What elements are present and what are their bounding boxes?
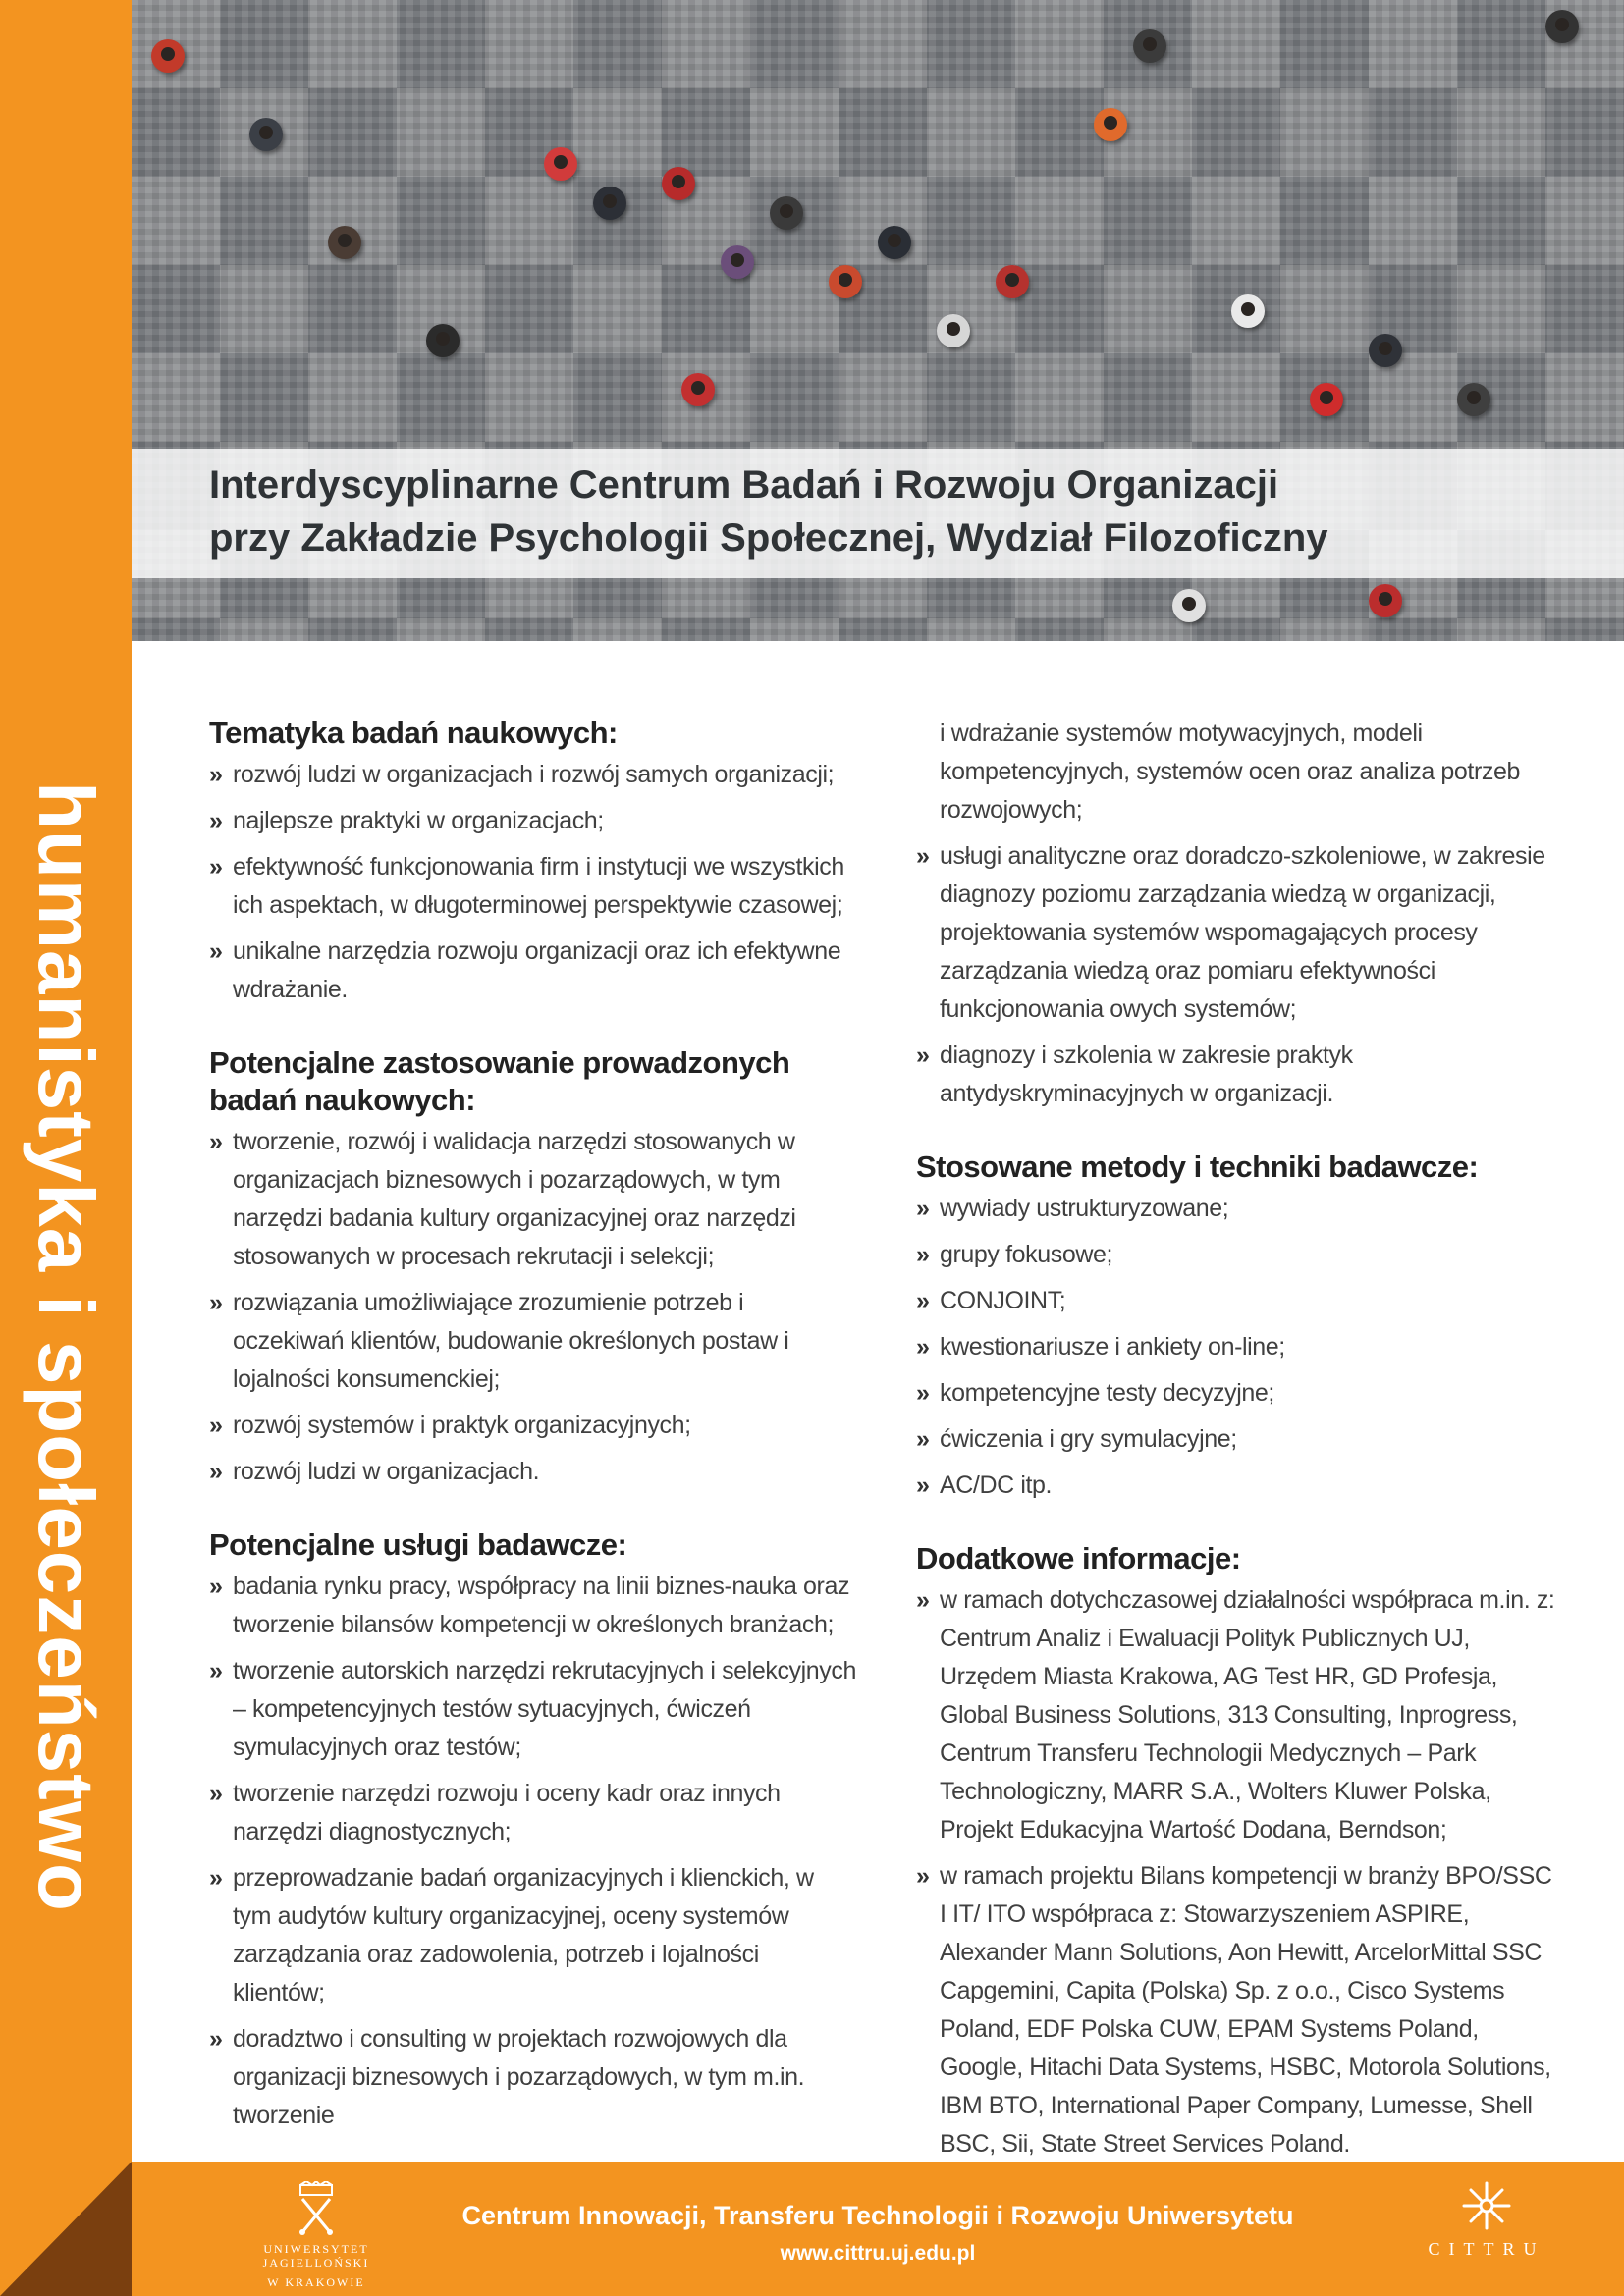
list-item: » AC/DC itp. <box>916 1467 1564 1505</box>
crowd-figure <box>1457 383 1490 416</box>
university-logo-subtext: W KRAKOWIE <box>267 2275 365 2289</box>
content-column-right <box>916 715 1564 2199</box>
crowd-figure <box>151 39 185 73</box>
section-heading: Stosowane metody i techniki badawcze: <box>916 1149 1479 1184</box>
crowd-figure <box>1231 294 1265 328</box>
list-item: » badania rynku pracy, współpracy na linii biznes-nauka oraz tworzenie bilansów kompetencji w określonych branżach; <box>209 1568 857 1644</box>
crowd-figure <box>1172 589 1206 622</box>
crowd-figure <box>878 226 911 259</box>
list-item: » doradztwo i consulting w projektach rozwojowych dla organizacji biznesowych i pozarządowych, w tym m.in. tworzenie <box>209 2020 857 2135</box>
content-column-left <box>209 715 857 2170</box>
bullet-list <box>916 1581 1564 2163</box>
list-item: » rozwój ludzi w organizacjach i rozwój samych organizacji; <box>209 756 857 794</box>
crowd-figure <box>249 118 283 151</box>
list-item: » wywiady ustrukturyzowane; <box>916 1190 1564 1228</box>
crowd-figure <box>1369 584 1402 617</box>
sidebar-fold-corner <box>0 2162 132 2296</box>
bullet-list <box>209 1123 857 1491</box>
list-item: » grupy fokusowe; <box>916 1236 1564 1274</box>
crowd-figure <box>937 314 970 347</box>
section-applications <box>209 1044 857 1491</box>
crowd-figure <box>1369 334 1402 367</box>
crowd-figure <box>829 265 862 298</box>
section-heading: Potencjalne usługi badawcze: <box>209 1527 627 1562</box>
section-research-services <box>209 1526 857 2135</box>
crowd-figure <box>1545 10 1579 43</box>
bullet-list <box>209 1568 857 2135</box>
list-item: » kwestionariusze i ankiety on-line; <box>916 1328 1564 1366</box>
list-item: » tworzenie, rozwój i walidacja narzędzi stosowanych w organizacjach biznesowych i pozarządowych, w tym narzędzi badania kultury organizacyjnej oraz narzędzi stosowanych w procesach rekrutacji i selekcji; <box>209 1123 857 1276</box>
list-item: » tworzenie narzędzi rozwoju i oceny kadr oraz innych narzędzi diagnostycznych; <box>209 1775 857 1851</box>
title-line: Interdyscyplinarne Centrum Badań i Rozwoju Organizacji <box>209 463 1279 507</box>
list-item: » najlepsze praktyki w organizacjach; <box>209 802 857 840</box>
list-item: » efektywność funkcjonowania firm i instytucji we wszystkich ich aspektach, w długoterminowej perspektywie czasowej; <box>209 848 857 925</box>
crowd-figure <box>593 187 626 220</box>
section-additional-info <box>916 1540 1564 2163</box>
university-logo <box>208 2181 424 2289</box>
bullet-list <box>916 1190 1564 1505</box>
crowd-figure <box>544 147 577 181</box>
bullet-list <box>916 837 1564 1113</box>
crowd-figure <box>662 167 695 200</box>
list-item: » rozwój ludzi w organizacjach. <box>209 1453 857 1491</box>
crowd-figure <box>1310 383 1343 416</box>
bullet-list <box>209 756 857 1009</box>
crowd-figure <box>770 196 803 230</box>
section-research-services-continued <box>916 715 1564 1113</box>
section-methods <box>916 1148 1564 1505</box>
university-logo-text: UNIWERSYTET JAGIELLOŃSKI <box>262 2242 370 2269</box>
list-item: » usługi analityczne oraz doradczo-szkoleniowe, w zakresie diagnozy poziomu zarządzania wiedzą w organizacji, projektowania systemów wspomagających procesy zarządzania wiedzą oraz pomiaru efektywności funkcjonowania owych systemów; <box>916 837 1564 1029</box>
list-item: » w ramach projektu Bilans kompetencji w branży BPO/SSC I IT/ ITO współpraca z: Stowarzyszeniem ASPIRE, Alexander Mann Solutions, Aon Hewitt, ArcelorMittal SSC Capgemini, Capita (Polska) Sp. z o.o., Cisco Systems Poland, EDF Polska CUW, EPAM Systems Poland, Google, Hitachi Data Systems, HSBC, Motorola Solutions, IBM BTO, International Paper Company, Lumesse, Shell BSC, Sii, State Street Services Poland. <box>916 1857 1564 2163</box>
list-item: » kompetencyjne testy decyzyjne; <box>916 1374 1564 1413</box>
section-heading: Tematyka badań naukowych: <box>209 716 618 750</box>
list-item-continuation: i wdrażanie systemów motywacyjnych, modeli kompetencyjnych, systemów ocen oraz analiza potrzeb rozwojowych; <box>940 720 1521 824</box>
list-item: » przeprowadzanie badań organizacyjnych i klienckich, w tym audytów kultury organizacyjnej, oceny systemów zarządzania oraz zadowolenia, potrzeb i lojalności klientów; <box>209 1859 857 2012</box>
page-title <box>209 458 1584 564</box>
category-sidebar <box>0 0 132 2296</box>
crowd-figure <box>996 265 1029 298</box>
cittru-logo-text: CITTRU <box>1428 2239 1545 2259</box>
section-research-topics <box>209 715 857 1009</box>
category-label: humanistyka i społeczeństwo <box>23 781 110 1912</box>
section-heading: Potencjalne zastosowanie prowadzonych badań naukowych: <box>209 1045 790 1117</box>
list-item: » CONJOINT; <box>916 1282 1564 1320</box>
crowd-figure <box>681 373 715 406</box>
crowd-figure <box>1133 29 1166 63</box>
crowd-figure <box>721 245 754 279</box>
section-heading: Dodatkowe informacje: <box>916 1541 1241 1575</box>
list-item: » ćwiczenia i gry symulacyjne; <box>916 1420 1564 1459</box>
crowd-figure <box>328 226 361 259</box>
crowd-figure <box>426 324 460 357</box>
list-item: » diagnozy i szkolenia w zakresie praktyk antydyskryminacyjnych w organizacji. <box>916 1037 1564 1113</box>
cittru-logo <box>1398 2179 1575 2287</box>
title-line: przy Zakładzie Psychologii Społecznej, Wydział Filozoficzny <box>209 516 1328 560</box>
list-item: » tworzenie autorskich narzędzi rekrutacyjnych i selekcyjnych – kompetencyjnych testów sytuacyjnych, ćwiczeń symulacyjnych oraz testów; <box>209 1652 857 1767</box>
list-item: » w ramach dotychczasowej działalności współpraca m.in. z: Centrum Analiz i Ewaluacji Polityk Publicznych UJ, Urzędem Miasta Krakowa, AG Test HR, GD Profesja, Global Business Solutions, 313 Consulting, Inprogress, Centrum Transferu Technologii Medycznych – Park Technologiczny, MARR S.A., Wolters Kluwer Polska, Projekt Edukacyjna Wartość Dodana, Berndson; <box>916 1581 1564 1849</box>
crowd-figure <box>1094 108 1127 141</box>
footer-title: Centrum Innowacji, Transferu Technologii i Rozwoju Uniwersytetu <box>461 2201 1294 2230</box>
footer-url[interactable]: www.cittru.uj.edu.pl <box>780 2242 976 2265</box>
starburst-icon <box>1460 2179 1513 2232</box>
footer <box>132 2162 1624 2296</box>
list-item: » rozwój systemów i praktyk organizacyjnych; <box>209 1407 857 1445</box>
list-item: » unikalne narzędzia rozwoju organizacji oraz ich efektywne wdrażanie. <box>209 933 857 1009</box>
list-item: » rozwiązania umożliwiające zrozumienie potrzeb i oczekiwań klientów, budowanie określonych postaw i lojalności konsumenckiej; <box>209 1284 857 1399</box>
